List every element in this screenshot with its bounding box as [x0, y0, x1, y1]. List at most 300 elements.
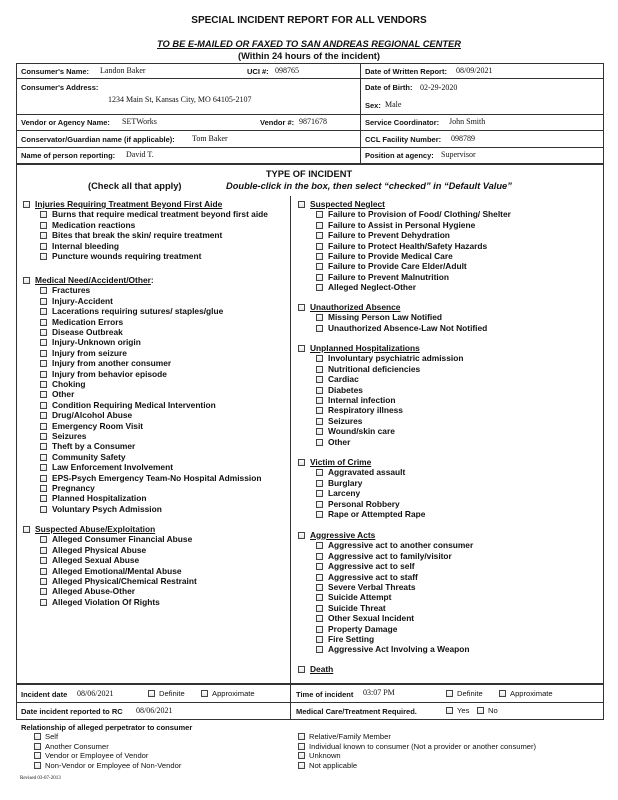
checkbox-label: Other	[52, 389, 75, 400]
checkbox[interactable]	[316, 563, 323, 570]
checkbox[interactable]	[316, 615, 323, 622]
incident-time-definite[interactable]	[446, 689, 483, 699]
checkbox[interactable]	[316, 636, 323, 643]
checkbox-label: Medication Errors	[52, 316, 124, 327]
section-label: Injuries Requiring Treatment Beyond First Aide	[35, 199, 223, 209]
checkbox[interactable]	[316, 366, 323, 373]
checkbox-item-medication-reactions[interactable]	[40, 220, 135, 230]
checkbox[interactable]	[40, 243, 47, 250]
checkbox-label: Property Damage	[328, 623, 398, 634]
checkbox[interactable]	[316, 511, 323, 518]
checkbox-item-failure-to-provision-of-food-clothing-shelter[interactable]	[316, 209, 511, 219]
section-checkbox[interactable]	[298, 201, 305, 208]
checkbox-label: Injury from seizure	[52, 347, 127, 358]
checkbox[interactable]	[40, 371, 47, 378]
relationship-checkbox[interactable]	[298, 752, 305, 759]
section-label: Unauthorized Absence	[310, 302, 401, 312]
section-checkbox[interactable]	[298, 459, 305, 466]
relationship-option-another-consumer[interactable]	[34, 742, 109, 752]
date-written-field[interactable]: 08/09/2021	[456, 66, 493, 75]
revised-note: Revised 03-07-2013	[20, 776, 61, 781]
checkbox-label: Aggressive act to another consumer	[328, 540, 474, 551]
checkbox-item-internal-bleeding[interactable]	[40, 241, 119, 251]
checkbox-item-alleged-neglect-other[interactable]	[316, 282, 416, 292]
medical-care-no[interactable]	[477, 706, 498, 716]
relationship-option-not-applicable[interactable]	[298, 761, 357, 771]
checkbox-item-law-enforcement-involvement[interactable]	[40, 462, 173, 472]
address-field[interactable]: 1234 Main St, Kansas City, MO 64105-2107	[108, 95, 252, 104]
yes-checkbox[interactable]	[446, 707, 453, 714]
checkbox-label: Involuntary psychiatric admission	[328, 353, 464, 364]
checkbox-label: Pregnancy	[52, 483, 95, 493]
checkbox[interactable]	[316, 253, 323, 260]
conservator-label: Conservator/Guardian name (if applicable):	[21, 135, 175, 144]
service-coordinator-field[interactable]: John Smith	[449, 117, 486, 126]
checkbox-item-injury-unknown-origin[interactable]	[40, 337, 141, 347]
checkbox-item-failure-to-provide-care-elder-adult[interactable]	[316, 261, 467, 271]
checkbox-label: Disease Outbreak	[52, 327, 123, 337]
checkbox-item-failure-to-assist-in-personal-hygiene[interactable]	[316, 220, 475, 230]
checkbox-item-burglary[interactable]	[316, 478, 362, 488]
checkbox-item-wound-skin-care[interactable]	[316, 426, 395, 436]
checkbox-label: Seizures	[52, 431, 87, 441]
checkbox-item-aggressive-act-to-staff[interactable]	[316, 572, 418, 582]
checkbox-label: Voluntary Psych Admission	[52, 503, 162, 514]
section-suspected-neglect[interactable]	[298, 199, 385, 209]
time-definite-label: Definite	[457, 689, 483, 698]
checkbox[interactable]	[40, 485, 47, 492]
checkbox-item-emergency-room-visit[interactable]	[40, 421, 143, 431]
checkbox[interactable]	[40, 568, 47, 575]
checkbox[interactable]	[316, 428, 323, 435]
checkbox-item-community-safety[interactable]	[40, 452, 126, 462]
checkbox[interactable]	[40, 232, 47, 239]
incident-date-approximate[interactable]	[201, 689, 255, 699]
conservator-field[interactable]: Tom Baker	[192, 134, 228, 143]
checkbox-label: Alleged Neglect-Other	[328, 282, 416, 293]
checkbox[interactable]	[40, 454, 47, 461]
incident-time-label: Time of incident	[296, 690, 354, 699]
checkbox-label: Medication reactions	[52, 219, 136, 230]
checkbox-item-aggressive-act-to-another-consumer[interactable]	[316, 540, 473, 550]
checkbox-label: Respiratory illness	[328, 405, 403, 416]
checkbox-label: Burns that require medical treatment beyond first aide	[52, 209, 268, 220]
checkbox[interactable]	[316, 605, 323, 612]
checkbox-label: Nutritional deficiencies	[328, 363, 421, 374]
checkbox-item-injury-from-seizure[interactable]	[40, 348, 127, 358]
checkbox[interactable]	[316, 584, 323, 591]
reported-to-rc-label: Date incident reported to RC	[21, 707, 123, 716]
checkbox[interactable]	[316, 397, 323, 404]
checkbox-label: Alleged Emotional/Mental Abuse	[52, 565, 182, 576]
checkbox[interactable]	[40, 391, 47, 398]
position-label: Position at agency:	[365, 151, 434, 160]
checkbox-item-involuntary-psychiatric-admission[interactable]	[316, 353, 463, 363]
checkbox-item-medication-errors[interactable]	[40, 317, 123, 327]
time-approximate-checkbox[interactable]	[499, 690, 506, 697]
checkbox-item-planned-hospitalization[interactable]	[40, 493, 146, 503]
checkbox[interactable]	[40, 339, 47, 346]
address-label: Consumer's Address:	[21, 83, 99, 92]
section-checkbox[interactable]	[298, 345, 305, 352]
section-label: Death	[310, 664, 334, 674]
checkbox-item-bites-that-break-the-skin-require-treatment[interactable]	[40, 230, 222, 240]
yes-label: Yes	[457, 706, 470, 715]
checkbox-item-personal-robbery[interactable]	[316, 499, 400, 509]
checkbox[interactable]	[40, 495, 47, 502]
checkbox-label: Aggressive Act Involving a Weapon	[328, 644, 470, 655]
checkbox-item-failure-to-protect-health-safety-hazards[interactable]	[316, 241, 487, 251]
checkbox-label: EPS-Psych Emergency Team-No Hospital Admission	[52, 472, 262, 483]
checkbox[interactable]	[40, 360, 47, 367]
checkbox-item-voluntary-psych-admission[interactable]	[40, 504, 162, 514]
definite-checkbox[interactable]	[148, 690, 155, 697]
no-label: No	[488, 706, 498, 715]
reporter-field[interactable]: David T.	[126, 150, 154, 159]
checkbox-label: Burglary	[328, 477, 363, 488]
checkbox-label: Condition Requiring Medical Intervention	[52, 399, 216, 410]
checkbox[interactable]	[40, 253, 47, 260]
reported-to-rc-field[interactable]: 08/06/2021	[136, 706, 173, 715]
checkbox[interactable]	[40, 402, 47, 409]
checkbox[interactable]	[316, 574, 323, 581]
checkbox-label: Community Safety	[52, 451, 126, 462]
checkbox-item-failure-to-prevent-malnutrition[interactable]	[316, 272, 449, 282]
relationship-checkbox[interactable]	[34, 733, 41, 740]
checkbox[interactable]	[40, 298, 47, 305]
checkbox-item-drug-alcohol-abuse[interactable]	[40, 410, 132, 420]
checkbox-label: Failure to Provision of Food/ Clothing/ Shelter	[328, 209, 511, 220]
checkbox-item-alleged-violation-of-rights[interactable]	[40, 597, 160, 607]
section-unplanned-hospitalizations[interactable]	[298, 343, 420, 353]
checkbox-item-seizures[interactable]	[40, 431, 86, 441]
checkbox[interactable]	[40, 557, 47, 564]
checkbox-item-larceny[interactable]	[316, 488, 360, 498]
checkbox-label: Injury from behavior episode	[52, 368, 167, 379]
relationship-checkbox[interactable]	[34, 752, 41, 759]
checkbox-label: Fire Setting	[328, 634, 375, 644]
checkbox-label: Aggravated assault	[328, 467, 406, 478]
checkbox[interactable]	[316, 325, 323, 332]
checkbox-item-pregnancy[interactable]	[40, 483, 95, 493]
checkbox-label: Internal infection	[328, 395, 396, 405]
checkbox-item-other-sexual-incident[interactable]	[316, 613, 414, 623]
checkbox-item-suicide-attempt[interactable]	[316, 592, 391, 602]
checkbox-item-aggressive-act-involving-a-weapon[interactable]	[316, 644, 469, 654]
checkbox[interactable]	[40, 287, 47, 294]
checkbox-label: Wound/skin care	[328, 426, 395, 437]
checkbox-label: Diabetes	[328, 384, 363, 395]
checkbox-item-failure-to-provide-medical-care[interactable]	[316, 251, 453, 261]
checkbox-item-injury-accident[interactable]	[40, 296, 113, 306]
checkbox-label: Personal Robbery	[328, 498, 400, 509]
checkbox[interactable]	[316, 469, 323, 476]
section-suspected-abuse-exploitation[interactable]	[23, 524, 155, 534]
uci-field[interactable]: 098765	[275, 66, 299, 75]
checkbox[interactable]	[40, 536, 47, 543]
section-aggressive-acts[interactable]	[298, 530, 375, 540]
section-label: Suspected Neglect	[310, 199, 385, 209]
checkbox-item-fire-setting[interactable]	[316, 634, 374, 644]
checkbox-label: Missing Person Law Notified	[328, 312, 443, 323]
checkbox-label: Alleged Physical Abuse	[52, 544, 147, 555]
checkbox-label: Injury-Unknown origin	[52, 337, 141, 348]
checkbox-label: Injury-Accident	[52, 295, 113, 306]
uci-label: UCI #:	[247, 67, 269, 76]
checkbox-label: Cardiac	[328, 374, 359, 385]
checkbox-label: Theft by a Consumer	[52, 441, 136, 452]
sex-field[interactable]: Male	[385, 100, 402, 109]
checkbox-label: Emergency Room Visit	[52, 420, 144, 431]
checkbox-label: Drug/Alcohol Abuse	[52, 410, 133, 421]
section-label: Unplanned Hospitalizations	[310, 343, 420, 353]
checkbox-label: Suicide Threat	[328, 602, 386, 613]
checkbox-item-cardiac[interactable]	[316, 374, 359, 384]
relationship-label: Relative/Family Member	[309, 732, 391, 741]
checkbox-item-alleged-physical-abuse[interactable]	[40, 545, 146, 555]
checkbox-item-suicide-threat[interactable]	[316, 603, 386, 613]
checkbox[interactable]	[316, 222, 323, 229]
checkbox-label: Injury from another consumer	[52, 358, 172, 369]
checkbox-label: Failure to Provide Care Elder/Adult	[328, 261, 467, 272]
checkbox-item-internal-infection[interactable]	[316, 395, 395, 405]
checkbox-label: Bites that break the skin/ require treatment	[52, 230, 223, 241]
section-checkbox[interactable]	[298, 666, 305, 673]
checkbox-label: Alleged Consumer Financial Abuse	[52, 534, 193, 545]
checkbox-item-diabetes[interactable]	[316, 385, 363, 395]
section-victim-of-crime[interactable]	[298, 457, 371, 467]
checkbox[interactable]	[40, 329, 47, 336]
checkbox[interactable]	[40, 433, 47, 440]
relationship-checkbox[interactable]	[34, 743, 41, 750]
section-label: Aggressive Acts	[310, 530, 376, 540]
checkbox-label: Failure to Assist in Personal Hygiene	[328, 219, 476, 230]
checkbox-label: Aggressive act to staff	[328, 571, 418, 582]
checkbox[interactable]	[316, 542, 323, 549]
section-label-suffix: :	[150, 275, 154, 285]
checkbox[interactable]	[40, 588, 47, 595]
checkbox[interactable]	[316, 232, 323, 239]
checkbox[interactable]	[316, 439, 323, 446]
medical-care-label: Medical Care/Treatment Required.	[296, 707, 417, 716]
checkbox[interactable]	[40, 578, 47, 585]
checkbox[interactable]	[40, 350, 47, 357]
checkbox-label: Alleged Violation Of Rights	[52, 596, 160, 607]
checkbox-item-eps-psych-emergency-team-no-hospital-admission[interactable]	[40, 473, 261, 483]
checkbox[interactable]	[316, 626, 323, 633]
checkbox[interactable]	[316, 211, 323, 218]
relationship-label: Non-Vendor or Employee of Non-Vendor	[45, 760, 182, 770]
sex-label: Sex:	[365, 101, 381, 110]
checkbox-item-burns-that-require-medical-treatment-beyond-first-aide[interactable]	[40, 209, 268, 219]
checkbox[interactable]	[316, 387, 323, 394]
relationship-option-individual-known-to-consumer-not-a-provider-or-another-consumer[interactable]	[298, 742, 536, 752]
relationship-option-relative-family-member[interactable]	[298, 732, 391, 742]
checkbox-item-nutritional-deficiencies[interactable]	[316, 364, 420, 374]
section-injuries-requiring-treatment-beyond-first-aide[interactable]	[23, 199, 222, 209]
checkbox[interactable]	[316, 594, 323, 601]
checkbox-item-alleged-abuse-other[interactable]	[40, 586, 135, 596]
relationship-checkbox[interactable]	[34, 762, 41, 769]
time-definite-checkbox[interactable]	[446, 690, 453, 697]
vendor-field[interactable]: SETWorks	[122, 117, 157, 126]
section-checkbox[interactable]	[298, 304, 305, 311]
relationship-option-unknown[interactable]	[298, 751, 341, 761]
medical-care-yes[interactable]	[446, 706, 469, 716]
vendor-number-field[interactable]: 9871678	[299, 117, 327, 126]
checkbox-item-fractures[interactable]	[40, 285, 90, 295]
checkbox-item-theft-by-a-consumer[interactable]	[40, 441, 135, 451]
time-approximate-label: Approximate	[510, 689, 553, 698]
checkbox-item-aggressive-act-to-family-visitor[interactable]	[316, 551, 452, 561]
checkbox-label: Severe Verbal Threats	[328, 582, 416, 592]
reporter-label: Name of person reporting:	[21, 151, 116, 160]
checkbox-item-aggressive-act-to-self[interactable]	[316, 561, 415, 571]
checkbox[interactable]	[40, 464, 47, 471]
checkbox-label: Puncture wounds requiring treatment	[52, 251, 202, 261]
incident-time-approximate[interactable]	[499, 689, 553, 699]
checkbox-item-missing-person-law-notified[interactable]	[316, 312, 442, 322]
incident-time-field[interactable]: 03:07 PM	[363, 688, 395, 697]
checkbox[interactable]	[40, 381, 47, 388]
checkbox-label: Failure to Prevent Malnutrition	[328, 271, 449, 282]
checkbox-label: Choking	[52, 379, 86, 389]
section-label: Victim of Crime	[310, 457, 372, 467]
checkbox[interactable]	[316, 263, 323, 270]
checkbox[interactable]	[40, 412, 47, 419]
checkbox[interactable]	[316, 407, 323, 414]
checkbox[interactable]	[40, 547, 47, 554]
relationship-option-self[interactable]	[34, 732, 58, 742]
checkbox[interactable]	[316, 314, 323, 321]
checkbox-label: Alleged Abuse-Other	[52, 586, 135, 597]
checkbox-item-unauthorized-absence-law-not-notified[interactable]	[316, 323, 487, 333]
checkbox-item-disease-outbreak[interactable]	[40, 327, 123, 337]
checkbox[interactable]	[316, 646, 323, 653]
section-unauthorized-absence[interactable]	[298, 302, 400, 312]
relationship-checkbox[interactable]	[298, 733, 305, 740]
checkbox-item-rape-or-attempted-rape[interactable]	[316, 509, 425, 519]
relationship-label: Unknown	[309, 751, 341, 761]
section-checkbox[interactable]	[23, 201, 30, 208]
report-subnote: (Within 24 hours of the incident)	[238, 51, 380, 61]
relationship-label: Not applicable	[309, 760, 358, 770]
checkbox-label: Suicide Attempt	[328, 592, 392, 603]
section-label: Medical Need/Accident/Other	[35, 275, 151, 285]
checkbox[interactable]	[316, 284, 323, 291]
incident-date-field[interactable]: 08/06/2021	[77, 689, 114, 698]
checkbox-item-failure-to-prevent-dehydration[interactable]	[316, 230, 450, 240]
checkbox[interactable]	[316, 480, 323, 487]
checkbox-label: Law Enforcement Involvement	[52, 462, 173, 473]
vendor-number-label: Vendor #:	[260, 118, 295, 127]
checkbox-item-choking[interactable]	[40, 379, 86, 389]
checkbox[interactable]	[316, 501, 323, 508]
relationship-checkbox[interactable]	[298, 743, 305, 750]
checkbox-item-injury-from-behavior-episode[interactable]	[40, 369, 167, 379]
relationship-label: Individual known to consumer (Not a provider or another consumer)	[309, 741, 537, 751]
section-medical-need-accident-other[interactable]	[23, 275, 154, 285]
checkbox-label: Rape or Attempted Rape	[328, 509, 426, 519]
checkbox[interactable]	[316, 418, 323, 425]
report-subtitle: TO BE E-MAILED OR FAXED TO SAN ANDREAS REGIONAL CENTER	[157, 39, 461, 49]
checkbox[interactable]	[316, 553, 323, 560]
section-checkbox[interactable]	[298, 532, 305, 539]
checkbox-label: Seizures	[328, 415, 363, 426]
ccl-field[interactable]: 098789	[451, 134, 475, 143]
checkbox[interactable]	[40, 319, 47, 326]
checkbox-item-respiratory-illness[interactable]	[316, 405, 403, 415]
section-label: Suspected Abuse/Exploitation	[35, 524, 156, 534]
checkbox-item-alleged-emotional-mental-abuse[interactable]	[40, 566, 182, 576]
checkbox[interactable]	[316, 274, 323, 281]
dob-field[interactable]: 02-29-2020	[420, 83, 458, 92]
checkbox-item-alleged-consumer-financial-abuse[interactable]	[40, 534, 192, 544]
checkbox[interactable]	[40, 599, 47, 606]
relationship-checkbox[interactable]	[298, 762, 305, 769]
relationship-option-vendor-or-employee-of-vendor[interactable]	[34, 751, 148, 761]
checkbox-label: Alleged Physical/Chemical Restraint	[52, 576, 197, 586]
no-checkbox[interactable]	[477, 707, 484, 714]
checkbox-item-puncture-wounds-requiring-treatment[interactable]	[40, 251, 201, 261]
checkbox-item-condition-requiring-medical-intervention[interactable]	[40, 400, 216, 410]
checkbox[interactable]	[40, 211, 47, 218]
double-click-instruction: Double-click in the box, then select “checked” in “Default Value”	[226, 181, 512, 191]
checkbox-item-aggravated-assault[interactable]	[316, 467, 405, 477]
checkbox-item-alleged-physical-chemical-restraint[interactable]	[40, 576, 197, 586]
checkbox[interactable]	[40, 443, 47, 450]
checkbox-item-other[interactable]	[316, 437, 350, 447]
relationship-option-non-vendor-or-employee-of-non-vendor[interactable]	[34, 761, 181, 771]
check-all-note: (Check all that apply)	[88, 181, 182, 191]
ccl-label: CCL Facility Number:	[365, 135, 442, 144]
dob-label: Date of Birth:	[365, 83, 413, 92]
checkbox-label: Other	[328, 436, 351, 447]
checkbox[interactable]	[40, 506, 47, 513]
checkbox-label: Lacerations requiring sutures/ staples/glue	[52, 306, 224, 317]
checkbox[interactable]	[316, 376, 323, 383]
checkbox[interactable]	[316, 243, 323, 250]
checkbox[interactable]	[316, 355, 323, 362]
checkbox-item-severe-verbal-threats[interactable]	[316, 582, 416, 592]
checkbox-label: Alleged Sexual Abuse	[52, 555, 140, 566]
checkbox[interactable]	[316, 490, 323, 497]
section-checkbox[interactable]	[23, 277, 30, 284]
checkbox[interactable]	[40, 475, 47, 482]
checkbox-item-other[interactable]	[40, 389, 74, 399]
checkbox-label: Failure to Provide Medical Care	[328, 251, 453, 261]
checkbox[interactable]	[40, 423, 47, 430]
checkbox-item-alleged-sexual-abuse[interactable]	[40, 555, 139, 565]
section-death[interactable]	[298, 664, 333, 674]
checkbox-label: Other Sexual Incident	[328, 613, 415, 624]
checkbox-item-injury-from-another-consumer[interactable]	[40, 358, 171, 368]
checkbox[interactable]	[40, 308, 47, 315]
approximate-checkbox[interactable]	[201, 690, 208, 697]
position-field[interactable]: Supervisor	[441, 150, 476, 159]
relationship-label: Vendor or Employee of Vendor	[45, 751, 149, 761]
approximate-label: Approximate	[212, 689, 255, 698]
consumer-name-field[interactable]: Landon Baker	[100, 66, 146, 75]
checkbox-item-property-damage[interactable]	[316, 624, 397, 634]
checkbox-label: Larceny	[328, 488, 361, 499]
incident-date-definite[interactable]	[148, 689, 185, 699]
checkbox-item-lacerations-requiring-sutures-staples-glue[interactable]	[40, 306, 223, 316]
checkbox-label: Aggressive act to family/visitor	[328, 550, 452, 561]
section-checkbox[interactable]	[23, 526, 30, 533]
checkbox[interactable]	[40, 222, 47, 229]
checkbox-item-seizures[interactable]	[316, 416, 362, 426]
